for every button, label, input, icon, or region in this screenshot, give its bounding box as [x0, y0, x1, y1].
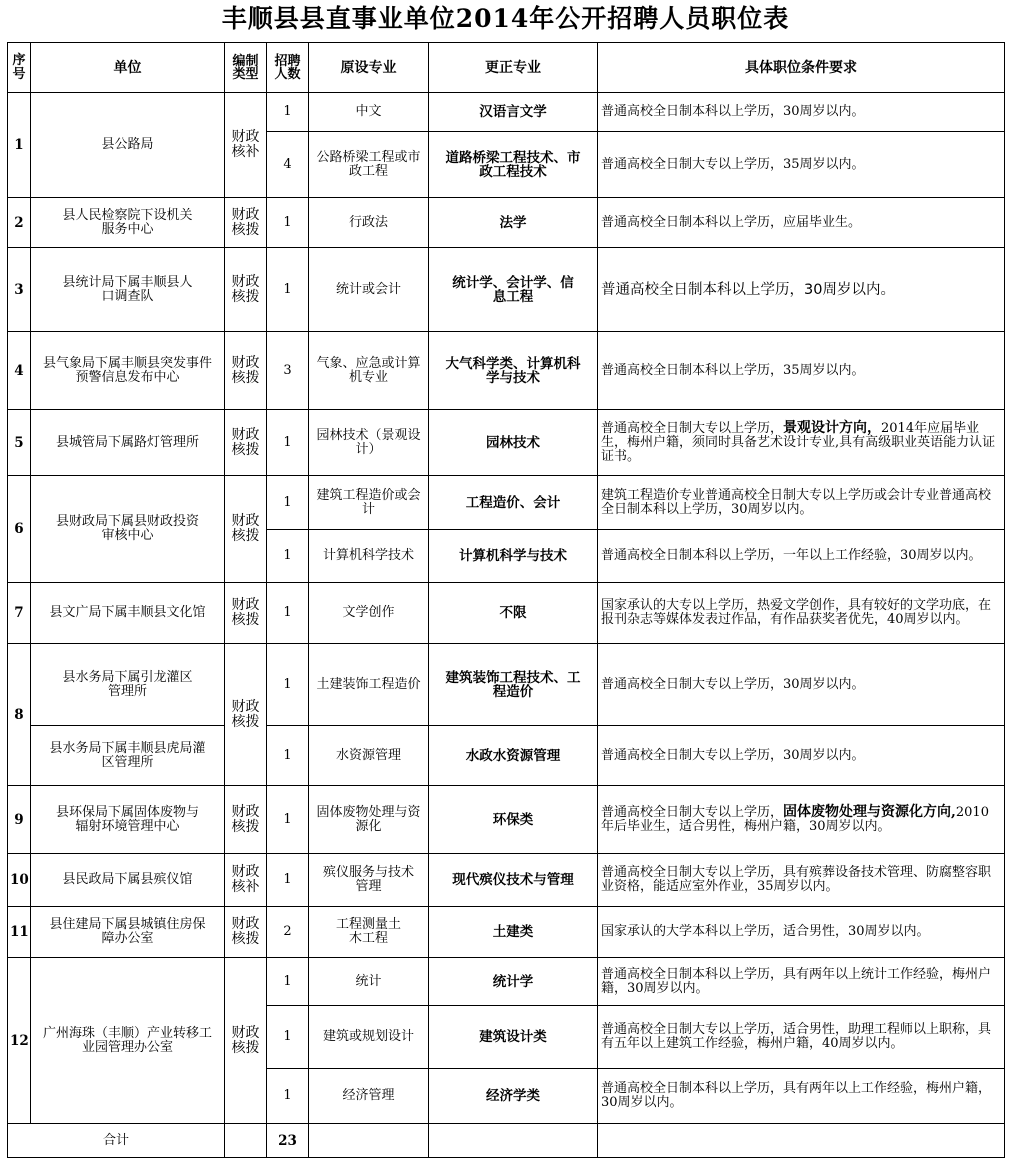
count-cell: 1 — [267, 476, 309, 530]
corrected-major-cell: 园林技术 — [429, 410, 598, 476]
corrected-major-cell: 环保类 — [429, 786, 598, 854]
corrected-major-cell: 工程造价、会计 — [429, 476, 598, 530]
seq-cell: 5 — [8, 410, 31, 476]
count-cell: 1 — [267, 1006, 309, 1069]
orig-major-cell: 计算机科学技术 — [309, 530, 429, 583]
requirements-cell: 普通高校全日制本科以上学历，35周岁以内。 — [598, 332, 1005, 410]
table-row — [8, 410, 1005, 476]
seq-cell: 2 — [8, 198, 31, 248]
table-row — [8, 583, 1005, 644]
empty-cell — [429, 1124, 598, 1158]
seq-cell: 8 — [8, 644, 31, 786]
count-cell: 3 — [267, 332, 309, 410]
unit-cell: 县城管局下属路灯管理所 — [31, 410, 225, 476]
count-cell: 1 — [267, 410, 309, 476]
requirements-cell: 普通高校全日制大专以上学历，30周岁以内。 — [598, 726, 1005, 786]
requirements-cell: 普通高校全日制大专以上学历，具有殡葬设备技术管理、防腐整容职业资格，能适应室外作业，35周岁以内。 — [598, 854, 1005, 907]
type-cell: 财政核补 — [225, 854, 267, 907]
requirements-cell: 普通高校全日制大专以上学历，35周岁以内。 — [598, 132, 1005, 198]
corrected-major-cell: 现代殡仪技术与管理 — [429, 854, 598, 907]
orig-major-cell: 经济管理 — [309, 1069, 429, 1124]
unit-cell: 广州海珠（丰顺）产业转移工业园管理办公室 — [31, 958, 225, 1124]
total-row — [8, 1124, 1005, 1158]
requirements-cell: 普通高校全日制本科以上学历，30周岁以内。 — [598, 93, 1005, 132]
count-cell: 1 — [267, 786, 309, 854]
count-cell: 4 — [267, 132, 309, 198]
corrected-major-cell: 土建类 — [429, 907, 598, 958]
corrected-major-cell: 法学 — [429, 198, 598, 248]
table-row — [8, 248, 1005, 332]
unit-cell: 县财政局下属县财政投资审核中心 — [31, 476, 225, 583]
empty-cell — [309, 1124, 429, 1158]
table-row — [8, 958, 1005, 1006]
table-row — [8, 726, 1005, 786]
table-row — [8, 93, 1005, 132]
unit-cell: 县气象局下属丰顺县突发事件预警信息发布中心 — [31, 332, 225, 410]
header-unit: 单位 — [31, 43, 225, 93]
total-label: 合计 — [8, 1124, 225, 1158]
count-cell: 1 — [267, 644, 309, 726]
table-row — [8, 786, 1005, 854]
count-cell: 2 — [267, 907, 309, 958]
unit-cell: 县水务局下属引龙灌区管理所 — [31, 644, 225, 726]
empty-cell — [598, 1124, 1005, 1158]
orig-major-cell: 行政法 — [309, 198, 429, 248]
unit-cell: 县住建局下属县城镇住房保障办公室 — [31, 907, 225, 958]
orig-major-cell: 文学创作 — [309, 583, 429, 644]
orig-major-cell: 中文 — [309, 93, 429, 132]
table-row — [8, 854, 1005, 907]
count-cell: 1 — [267, 958, 309, 1006]
type-cell: 财政核拨 — [225, 476, 267, 583]
count-cell: 1 — [267, 726, 309, 786]
highlighted-requirement: 景观设计方向， — [783, 420, 882, 436]
seq-cell: 9 — [8, 786, 31, 854]
seq-cell: 1 — [8, 93, 31, 198]
unit-cell: 县人民检察院下设机关服务中心 — [31, 198, 225, 248]
corrected-major-cell: 汉语言文学 — [429, 93, 598, 132]
type-cell: 财政核拨 — [225, 583, 267, 644]
count-cell: 1 — [267, 248, 309, 332]
requirements-cell: 普通高校全日制本科以上学历，具有两年以上统计工作经验，梅州户籍，30周岁以内。 — [598, 958, 1005, 1006]
highlighted-requirement: 固体废物处理与资源化方向, — [783, 804, 956, 820]
type-cell: 财政核拨 — [225, 198, 267, 248]
corrected-major-cell: 水政水资源管理 — [429, 726, 598, 786]
orig-major-cell: 统计或会计 — [309, 248, 429, 332]
corrected-major-cell: 统计学、会计学、信息工程 — [429, 248, 598, 332]
unit-cell: 县统计局下属丰顺县人口调查队 — [31, 248, 225, 332]
seq-cell: 6 — [8, 476, 31, 583]
orig-major-cell: 气象、应急或计算机专业 — [309, 332, 429, 410]
count-cell: 1 — [267, 583, 309, 644]
type-cell: 财政核补 — [225, 93, 267, 198]
requirements-cell: 普通高校全日制本科以上学历，30周岁以内。 — [598, 248, 1005, 332]
requirements-cell: 普通高校全日制大专以上学历，固体废物处理与资源化方向,2010年后毕业生，适合男性，梅州户籍，30周岁以内。 — [598, 786, 1005, 854]
corrected-major-cell: 统计学 — [429, 958, 598, 1006]
orig-major-cell: 建筑或规划设计 — [309, 1006, 429, 1069]
corrected-major-cell: 建筑装饰工程技术、工程造价 — [429, 644, 598, 726]
count-cell: 1 — [267, 1069, 309, 1124]
table-row — [8, 332, 1005, 410]
header-orig-major: 原设专业 — [309, 43, 429, 93]
positions-table — [7, 42, 1005, 1158]
count-cell: 1 — [267, 93, 309, 132]
orig-major-cell: 土建装饰工程造价 — [309, 644, 429, 726]
type-cell: 财政核拨 — [225, 248, 267, 332]
seq-cell: 10 — [8, 854, 31, 907]
seq-cell: 3 — [8, 248, 31, 332]
header-row — [8, 43, 1005, 93]
requirements-cell: 国家承认的大专以上学历，热爱文学创作，具有较好的文学功底，在报刊杂志等媒体发表过作品，有作品获奖者优先，40周岁以内。 — [598, 583, 1005, 644]
corrected-major-cell: 道路桥梁工程技术、市政工程技术 — [429, 132, 598, 198]
orig-major-cell: 固体废物处理与资源化 — [309, 786, 429, 854]
seq-cell: 11 — [8, 907, 31, 958]
page-title: 丰顺县县直事业单位2014年公开招聘人员职位表 — [221, 4, 790, 33]
requirements-cell: 普通高校全日制本科以上学历，具有两年以上工作经验，梅州户籍，30周岁以内。 — [598, 1069, 1005, 1124]
type-cell: 财政核拨 — [225, 332, 267, 410]
type-cell: 财政核拨 — [225, 958, 267, 1124]
unit-cell: 县水务局下属丰顺县虎局灌区管理所 — [31, 726, 225, 786]
requirements-cell: 普通高校全日制大专以上学历，景观设计方向，2014年应届毕业生，梅州户籍，须同时具备艺术设计专业,具有高级职业英语能力认证证书。 — [598, 410, 1005, 476]
count-cell: 1 — [267, 854, 309, 907]
seq-cell: 12 — [8, 958, 31, 1124]
empty-cell — [225, 1124, 267, 1158]
requirements-cell: 普通高校全日制大专以上学历，30周岁以内。 — [598, 644, 1005, 726]
unit-cell: 县环保局下属固体废物与辐射环境管理中心 — [31, 786, 225, 854]
header-seq: 序号 — [8, 43, 31, 93]
corrected-major-cell: 大气科学类、计算机科学与技术 — [429, 332, 598, 410]
corrected-major-cell: 经济学类 — [429, 1069, 598, 1124]
header-count: 招聘人数 — [267, 43, 309, 93]
corrected-major-cell: 计算机科学与技术 — [429, 530, 598, 583]
table-row — [8, 476, 1005, 530]
orig-major-cell: 公路桥梁工程或市政工程 — [309, 132, 429, 198]
unit-cell: 县文广局下属丰顺县文化馆 — [31, 583, 225, 644]
orig-major-cell: 殡仪服务与技术管理 — [309, 854, 429, 907]
corrected-major-cell: 建筑设计类 — [429, 1006, 598, 1069]
requirements-cell: 普通高校全日制本科以上学历，应届毕业生。 — [598, 198, 1005, 248]
orig-major-cell: 统计 — [309, 958, 429, 1006]
count-cell: 1 — [267, 198, 309, 248]
header-corrected-major: 更正专业 — [429, 43, 598, 93]
orig-major-cell: 园林技术（景观设计） — [309, 410, 429, 476]
unit-cell: 县民政局下属县殡仪馆 — [31, 854, 225, 907]
requirements-cell: 普通高校全日制大专以上学历，适合男性，助理工程师以上职称，具有五年以上建筑工作经验，梅州户籍，40周岁以内。 — [598, 1006, 1005, 1069]
type-cell: 财政核拨 — [225, 786, 267, 854]
type-cell: 财政核拨 — [225, 410, 267, 476]
type-cell: 财政核拨 — [225, 644, 267, 786]
orig-major-cell: 建筑工程造价或会计 — [309, 476, 429, 530]
orig-major-cell: 工程测量土木工程 — [309, 907, 429, 958]
unit-cell: 县公路局 — [31, 93, 225, 198]
seq-cell: 4 — [8, 332, 31, 410]
seq-cell: 7 — [8, 583, 31, 644]
corrected-major-cell: 不限 — [429, 583, 598, 644]
count-cell: 1 — [267, 530, 309, 583]
header-requirements: 具体职位条件要求 — [598, 43, 1005, 93]
table-row — [8, 198, 1005, 248]
requirements-cell: 建筑工程造价专业普通高校全日制大专以上学历或会计专业普通高校全日制本科以上学历，30周岁以内。 — [598, 476, 1005, 530]
requirements-cell: 普通高校全日制本科以上学历，一年以上工作经验，30周岁以内。 — [598, 530, 1005, 583]
header-type: 编制类型 — [225, 43, 267, 93]
table-row — [8, 907, 1005, 958]
total-count: 23 — [267, 1124, 309, 1158]
table-row — [8, 644, 1005, 726]
orig-major-cell: 水资源管理 — [309, 726, 429, 786]
type-cell: 财政核拨 — [225, 907, 267, 958]
requirements-cell: 国家承认的大学本科以上学历，适合男性，30周岁以内。 — [598, 907, 1005, 958]
